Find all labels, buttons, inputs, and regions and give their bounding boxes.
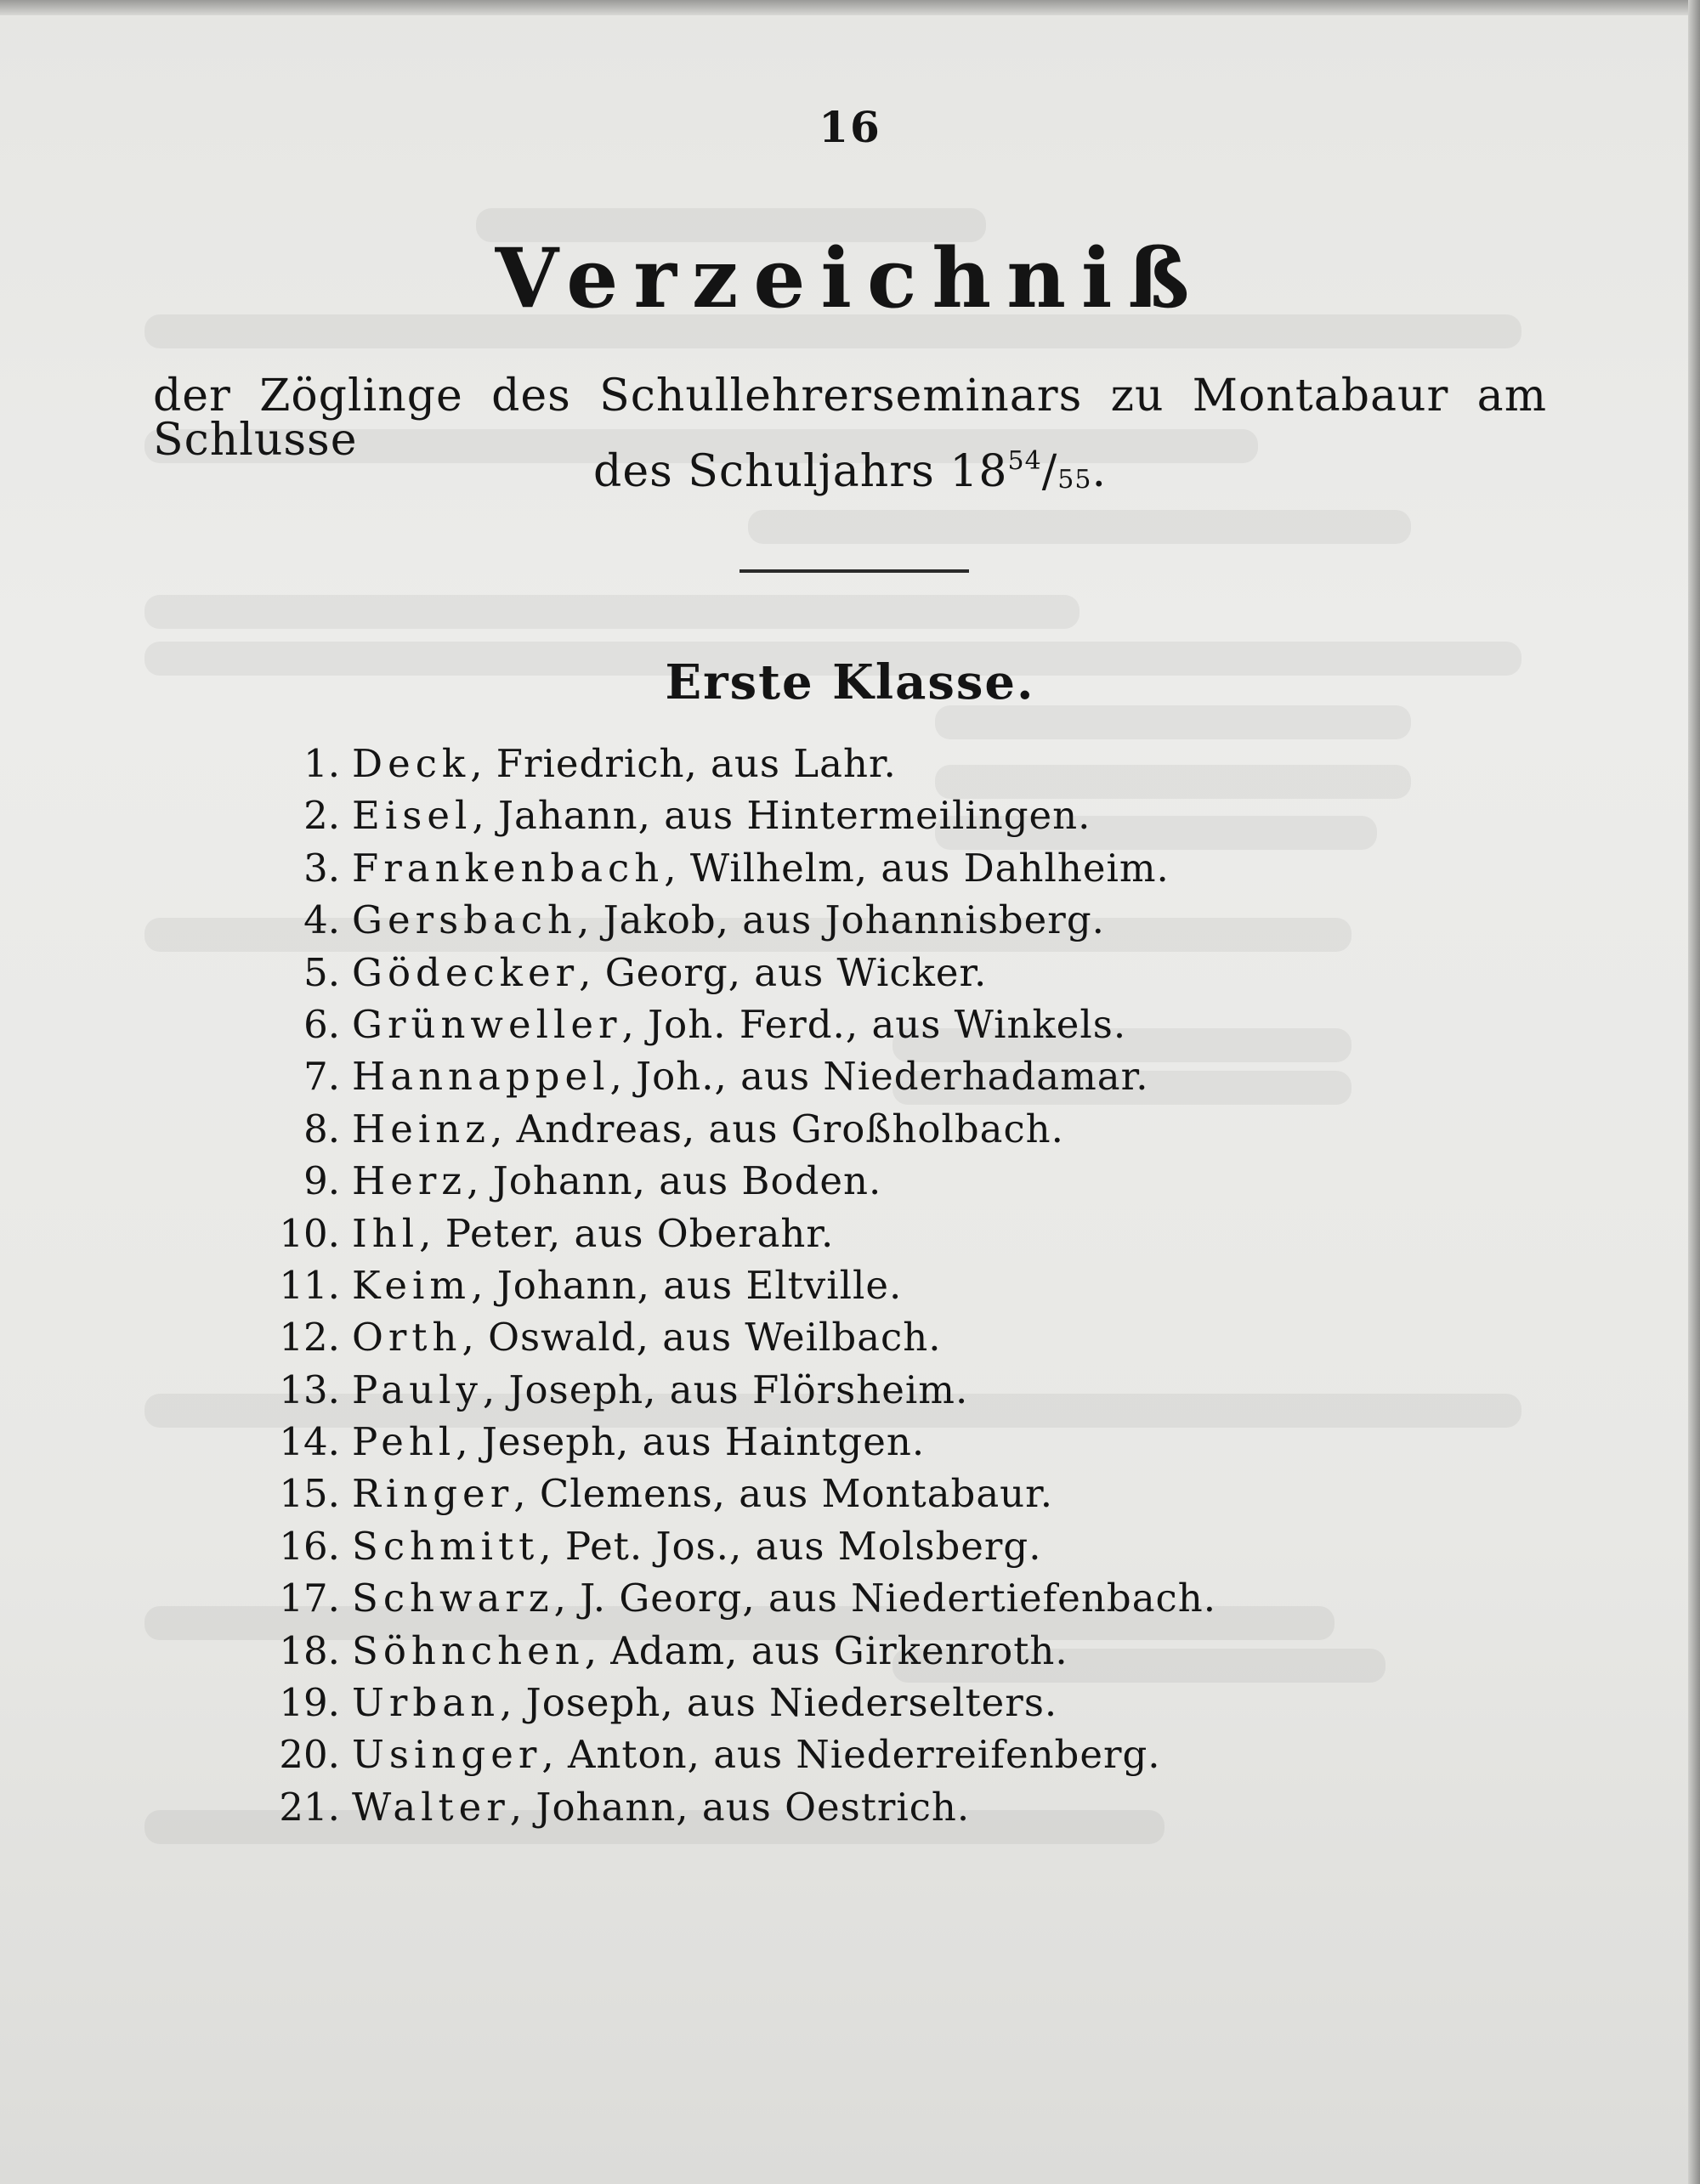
- section-heading: Erste Klasse.: [665, 654, 1035, 710]
- list-item: [255, 1155, 1530, 1207]
- student-details: , Peter, aus Oberahr.: [419, 1210, 835, 1256]
- section-divider: [740, 569, 969, 573]
- student-details: , Jakob, aus Johannisberg.: [577, 897, 1105, 943]
- student-details: , Anton, aus Niederreifenberg.: [541, 1732, 1161, 1778]
- student-surname: Gersbach: [352, 897, 578, 943]
- student-surname: Schmitt: [352, 1523, 540, 1569]
- list-item: [255, 1572, 1530, 1624]
- student-details: , J. Georg, aus Niedertiefenbach.: [553, 1576, 1217, 1621]
- page-right-edge: [1688, 0, 1700, 2184]
- student-number: 15.: [279, 1471, 340, 1517]
- student-surname: Pauly: [352, 1366, 483, 1412]
- student-number: 1.: [303, 741, 340, 786]
- page-title: Verzeichniß: [495, 230, 1205, 326]
- student-details: , Andreas, aus Großholbach.: [490, 1106, 1064, 1151]
- student-surname: Eisel: [352, 793, 473, 839]
- student-details: , Oswald, aus Weilbach.: [462, 1315, 942, 1361]
- student-number: 4.: [303, 897, 340, 943]
- student-surname: Deck: [352, 741, 471, 786]
- student-surname: Gödecker: [352, 949, 580, 995]
- student-number: 18.: [279, 1627, 340, 1673]
- list-item: [255, 894, 1530, 946]
- student-details: , Johann, aus Boden.: [467, 1158, 882, 1204]
- subtitle-line-2-prefix: des Schuljahrs 18: [593, 446, 1008, 497]
- school-year-superscript: 54: [1007, 446, 1042, 476]
- list-item: [255, 1259, 1530, 1311]
- student-surname: Urban: [352, 1680, 501, 1726]
- student-details: , Georg, aus Wicker.: [579, 949, 988, 995]
- student-surname: Ihl: [352, 1210, 420, 1256]
- list-item: [255, 1208, 1530, 1259]
- student-number: 10.: [279, 1210, 340, 1256]
- student-details: , Jeseph, aus Haintgen.: [456, 1419, 926, 1465]
- student-details: , Jahann, aus Hintermeilingen.: [472, 793, 1091, 839]
- list-item: [255, 947, 1530, 999]
- list-item: [255, 1416, 1530, 1468]
- student-surname: Söhnchen: [352, 1627, 585, 1673]
- student-surname: Ringer: [352, 1471, 514, 1517]
- list-item: [255, 1364, 1530, 1416]
- list-item: [255, 789, 1530, 841]
- student-surname: Walter: [352, 1784, 510, 1830]
- student-number: 8.: [303, 1106, 340, 1151]
- list-item: [255, 1311, 1530, 1363]
- school-year-slash: /: [1041, 446, 1058, 497]
- list-item: [255, 842, 1530, 894]
- student-number: 5.: [303, 949, 340, 995]
- list-item: [255, 1103, 1530, 1155]
- subtitle-line-2-suffix: .: [1091, 446, 1107, 497]
- list-item: [255, 1050, 1530, 1102]
- student-details: , Clemens, aus Montabaur.: [513, 1471, 1054, 1517]
- student-number: 9.: [303, 1158, 340, 1204]
- student-surname: Herz: [352, 1158, 468, 1204]
- student-details: , Friedrich, aus Lahr.: [470, 741, 897, 786]
- student-number: 16.: [279, 1523, 340, 1569]
- student-number: 17.: [279, 1576, 340, 1621]
- list-item: [255, 1468, 1530, 1519]
- page-top-edge: [0, 0, 1700, 15]
- student-surname: Pehl: [352, 1419, 456, 1465]
- student-details: , Joseph, aus Flörsheim.: [482, 1366, 969, 1412]
- list-item: [255, 999, 1530, 1050]
- student-surname: Schwarz: [352, 1576, 554, 1621]
- student-surname: Heinz: [352, 1106, 490, 1151]
- list-item: [255, 738, 1530, 789]
- page-number: 16: [819, 102, 881, 152]
- student-number: 2.: [303, 793, 340, 839]
- list-item: [255, 1781, 1530, 1833]
- student-list: [255, 738, 1530, 1833]
- student-number: 11.: [279, 1262, 340, 1308]
- student-surname: Keim: [352, 1262, 472, 1308]
- student-number: 3.: [303, 845, 340, 891]
- student-details: , Johann, aus Eltville.: [471, 1262, 903, 1308]
- subtitle-line-2: [0, 446, 1700, 497]
- student-surname: Frankenbach: [352, 845, 665, 891]
- list-item: [255, 1729, 1530, 1780]
- student-details: , Adam, aus Girkenroth.: [584, 1627, 1068, 1673]
- student-details: , Joseph, aus Niederselters.: [500, 1680, 1058, 1726]
- student-surname: Grünweller: [352, 1001, 622, 1047]
- student-number: 19.: [279, 1680, 340, 1726]
- student-number: 7.: [303, 1054, 340, 1100]
- student-surname: Hannappel: [352, 1054, 610, 1100]
- list-item: [255, 1520, 1530, 1572]
- student-number: 20.: [279, 1732, 340, 1778]
- student-number: 6.: [303, 1001, 340, 1047]
- school-year-subscript: 55: [1057, 465, 1092, 495]
- list-item: [255, 1625, 1530, 1677]
- student-details: , Johann, aus Oestrich.: [509, 1784, 971, 1830]
- list-item: [255, 1677, 1530, 1729]
- student-number: 12.: [279, 1315, 340, 1361]
- student-details: , Pet. Jos., aus Molsberg.: [539, 1523, 1042, 1569]
- student-surname: Orth: [352, 1315, 462, 1361]
- student-details: , Wilhelm, aus Dahlheim.: [664, 845, 1170, 891]
- subtitle-line-1: der Zöglinge des Schullehrerseminars zu Montabaur am Schlusse: [153, 371, 1547, 466]
- student-number: 13.: [279, 1366, 340, 1412]
- student-surname: Usinger: [352, 1732, 542, 1778]
- student-number: 21.: [279, 1784, 340, 1830]
- student-details: , Joh. Ferd., aus Winkels.: [621, 1001, 1127, 1047]
- student-details: , Joh., aus Niederhadamar.: [609, 1054, 1149, 1100]
- student-number: 14.: [279, 1419, 340, 1465]
